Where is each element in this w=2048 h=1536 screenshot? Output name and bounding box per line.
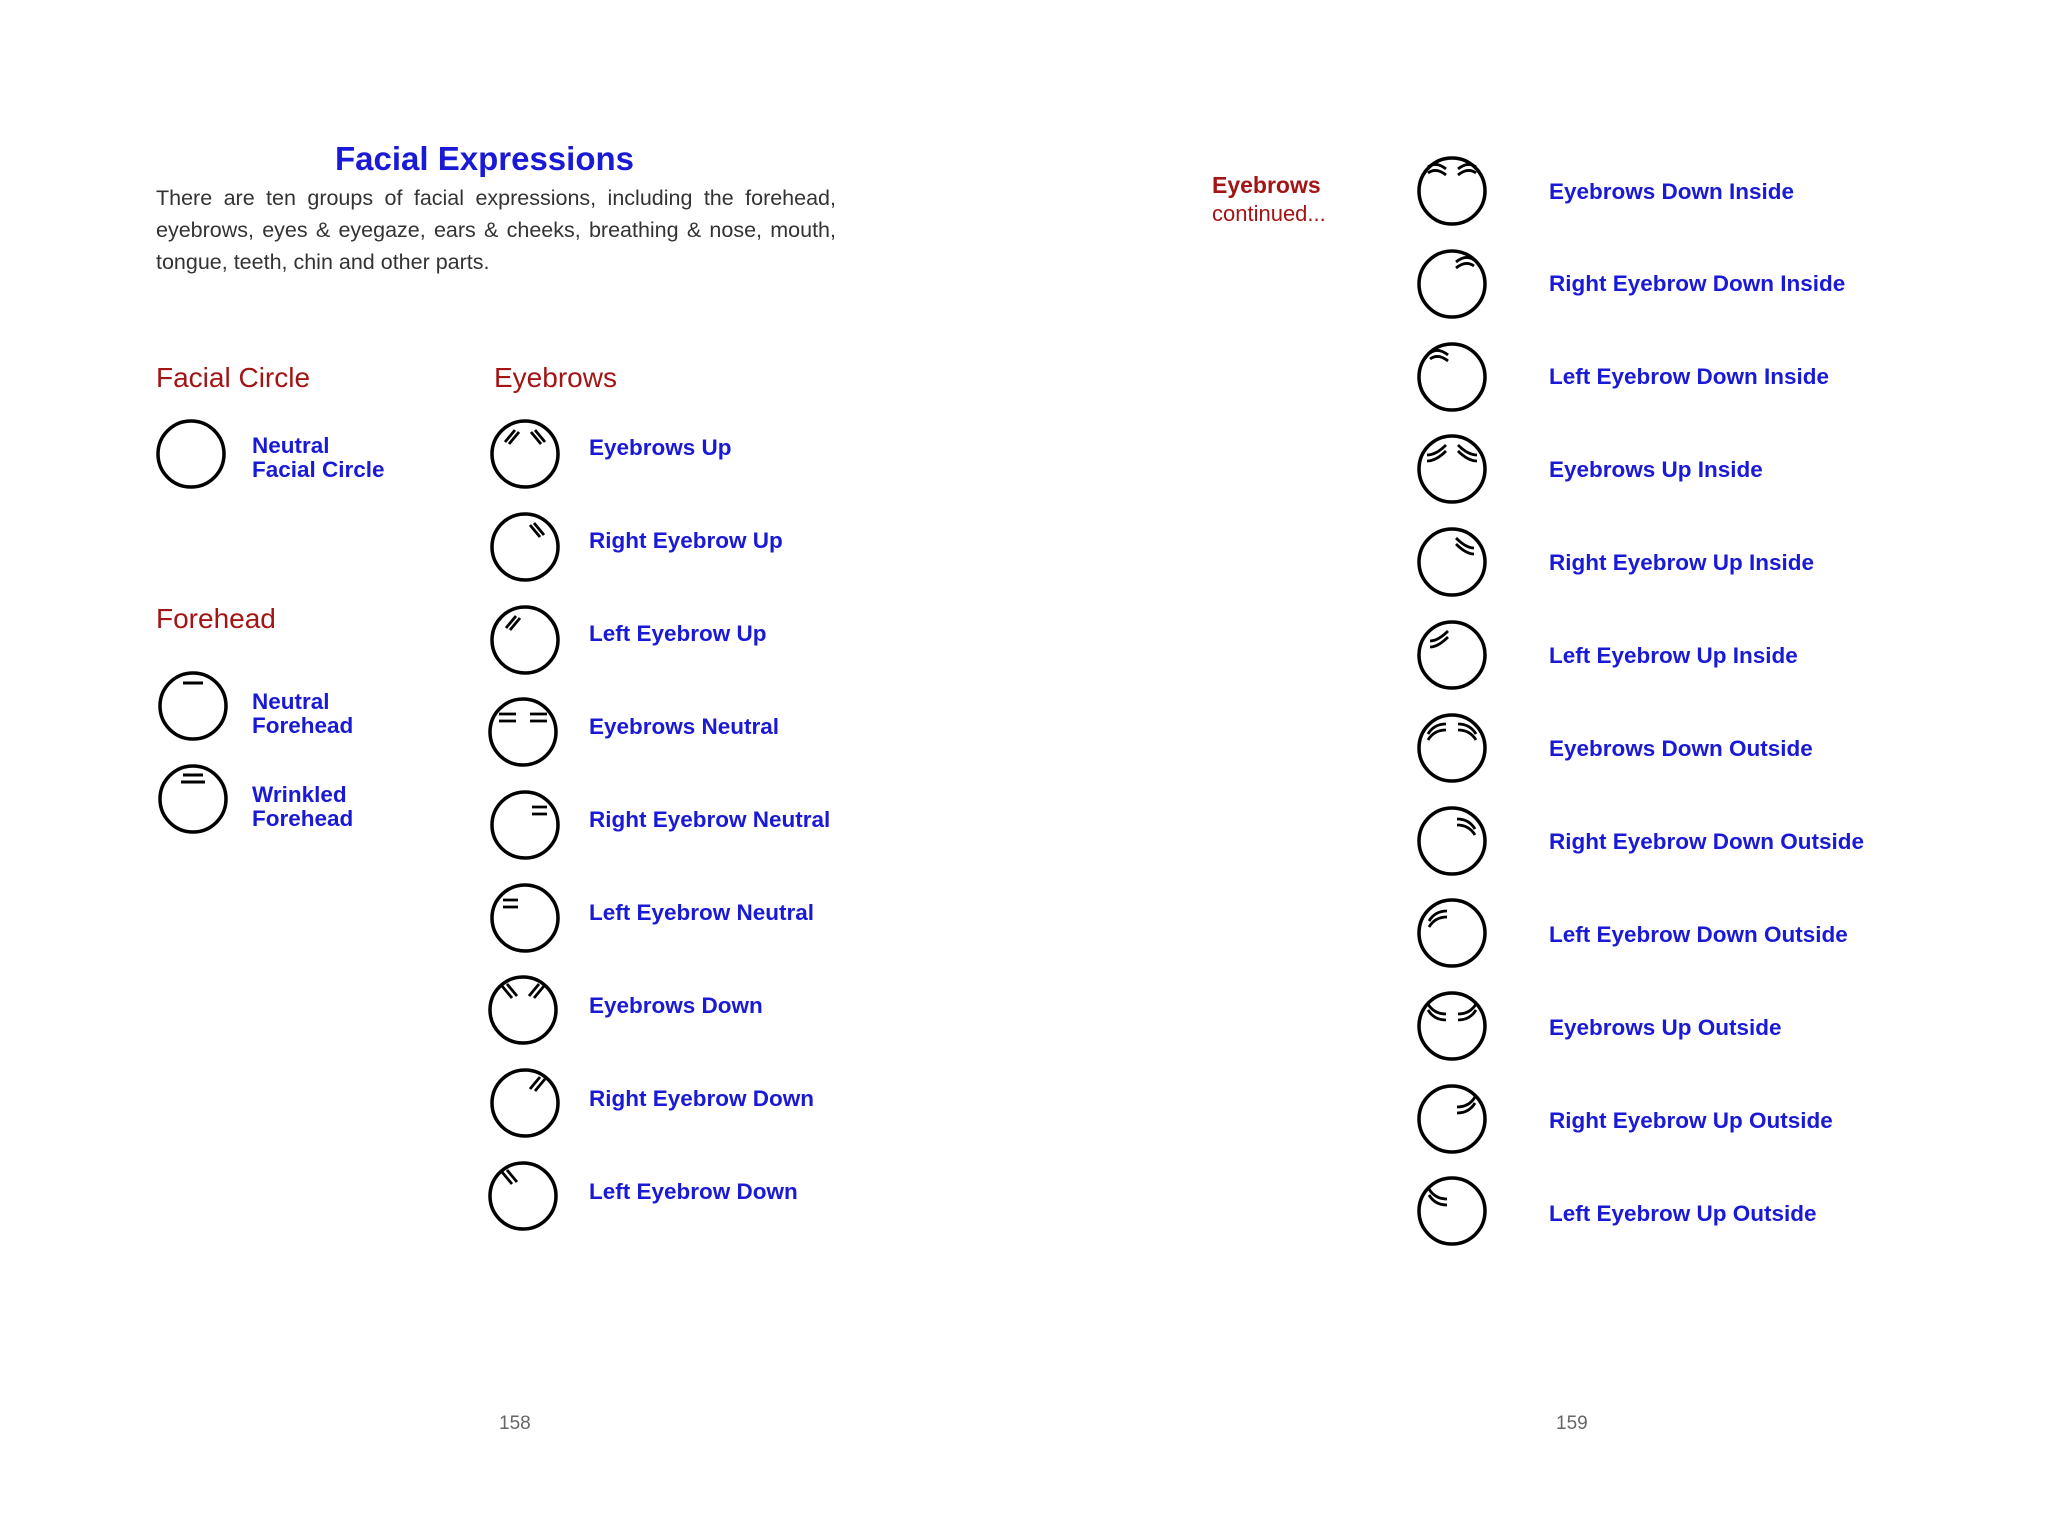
- continued-label: continued...: [1212, 201, 1326, 226]
- symbol-label: Left Eyebrow Down Outside: [1549, 922, 1848, 947]
- symbol-label: Right Eyebrow Up: [589, 528, 783, 553]
- right-eyebrow-down-inside-icon: [1416, 248, 1488, 320]
- eyebrows-neutral-icon: [487, 696, 559, 768]
- eyebrows-up-outside-icon: [1416, 990, 1488, 1062]
- symbol-label: Neutral Facial Circle: [252, 433, 385, 482]
- right-eyebrow-down-icon: [489, 1067, 561, 1139]
- symbol-label: Left Eyebrow Down Inside: [1549, 364, 1830, 389]
- forehead-heading: Forehead: [156, 603, 276, 634]
- symbol-label: Right Eyebrow Neutral: [589, 807, 831, 832]
- symbol-label: Right Eyebrow Up Outside: [1549, 1108, 1833, 1133]
- symbol-label: Left Eyebrow Neutral: [589, 900, 815, 925]
- neutral-facial-circle-icon: [155, 418, 227, 490]
- eyebrows-continued-heading: Eyebrows: [1212, 172, 1321, 198]
- intro-paragraph: There are ten groups of facial expressions, including the forehead, eyebrows, eyes & eyegaze, ears & cheeks, breathing & nose, mouth, tongue, teeth, chin and other parts.: [156, 186, 836, 274]
- symbol-label: Wrinkled Forehead: [252, 782, 354, 831]
- left-eyebrow-down-outside-icon: [1416, 897, 1488, 969]
- right-eyebrow-down-outside-icon: [1416, 805, 1488, 877]
- right-eyebrow-up-outside-icon: [1416, 1083, 1488, 1155]
- left-eyebrow-up-outside-icon: [1416, 1175, 1488, 1247]
- facial-circle-heading: Facial Circle: [156, 362, 311, 393]
- eyebrows-up-inside-icon: [1416, 433, 1488, 505]
- symbol-label: Left Eyebrow Up: [589, 621, 767, 646]
- symbol-label: Eyebrows Up Inside: [1549, 457, 1763, 482]
- symbol-label: Left Eyebrow Down: [589, 1179, 798, 1204]
- symbol-label: Eyebrows Down: [589, 993, 763, 1018]
- wrinkled-forehead-icon: [157, 763, 229, 835]
- page-number: 159: [1556, 1413, 1588, 1434]
- page-title: Facial Expressions: [335, 140, 634, 177]
- symbol-label: Right Eyebrow Down Inside: [1549, 271, 1846, 296]
- symbol-label: Eyebrows Neutral: [589, 714, 780, 739]
- symbol-label: Eyebrows Up: [589, 435, 732, 460]
- left-eyebrow-down-inside-icon: [1416, 341, 1488, 413]
- right-page: [1024, 0, 2048, 1536]
- eyebrows-down-icon: [487, 974, 559, 1046]
- eyebrows-up-icon: [489, 418, 561, 490]
- neutral-forehead-icon: [157, 670, 229, 742]
- symbol-label: Right Eyebrow Up Inside: [1549, 550, 1815, 575]
- left-eyebrow-down-icon: [487, 1160, 559, 1232]
- symbol-label: Right Eyebrow Down: [589, 1086, 814, 1111]
- left-eyebrow-up-inside-icon: [1416, 619, 1488, 691]
- eyebrows-down-inside-icon: [1416, 155, 1488, 227]
- symbol-label: Eyebrows Down Outside: [1549, 736, 1813, 761]
- left-eyebrow-neutral-icon: [489, 882, 561, 954]
- symbol-label: Right Eyebrow Down Outside: [1549, 829, 1865, 854]
- symbol-label: Left Eyebrow Up Outside: [1549, 1201, 1817, 1226]
- symbol-label: Eyebrows Up Outside: [1549, 1015, 1782, 1040]
- eyebrows-down-outside-icon: [1416, 712, 1488, 784]
- symbol-label: Left Eyebrow Up Inside: [1549, 643, 1798, 668]
- page-number: 158: [499, 1413, 531, 1434]
- left-eyebrow-up-icon: [489, 604, 561, 676]
- eyebrows-heading: Eyebrows: [494, 362, 617, 393]
- symbol-label: Neutral Forehead: [252, 689, 354, 738]
- right-eyebrow-up-icon: [489, 511, 561, 583]
- symbol-label: Eyebrows Down Inside: [1549, 179, 1795, 204]
- right-eyebrow-up-inside-icon: [1416, 526, 1488, 598]
- right-eyebrow-neutral-icon: [489, 789, 561, 861]
